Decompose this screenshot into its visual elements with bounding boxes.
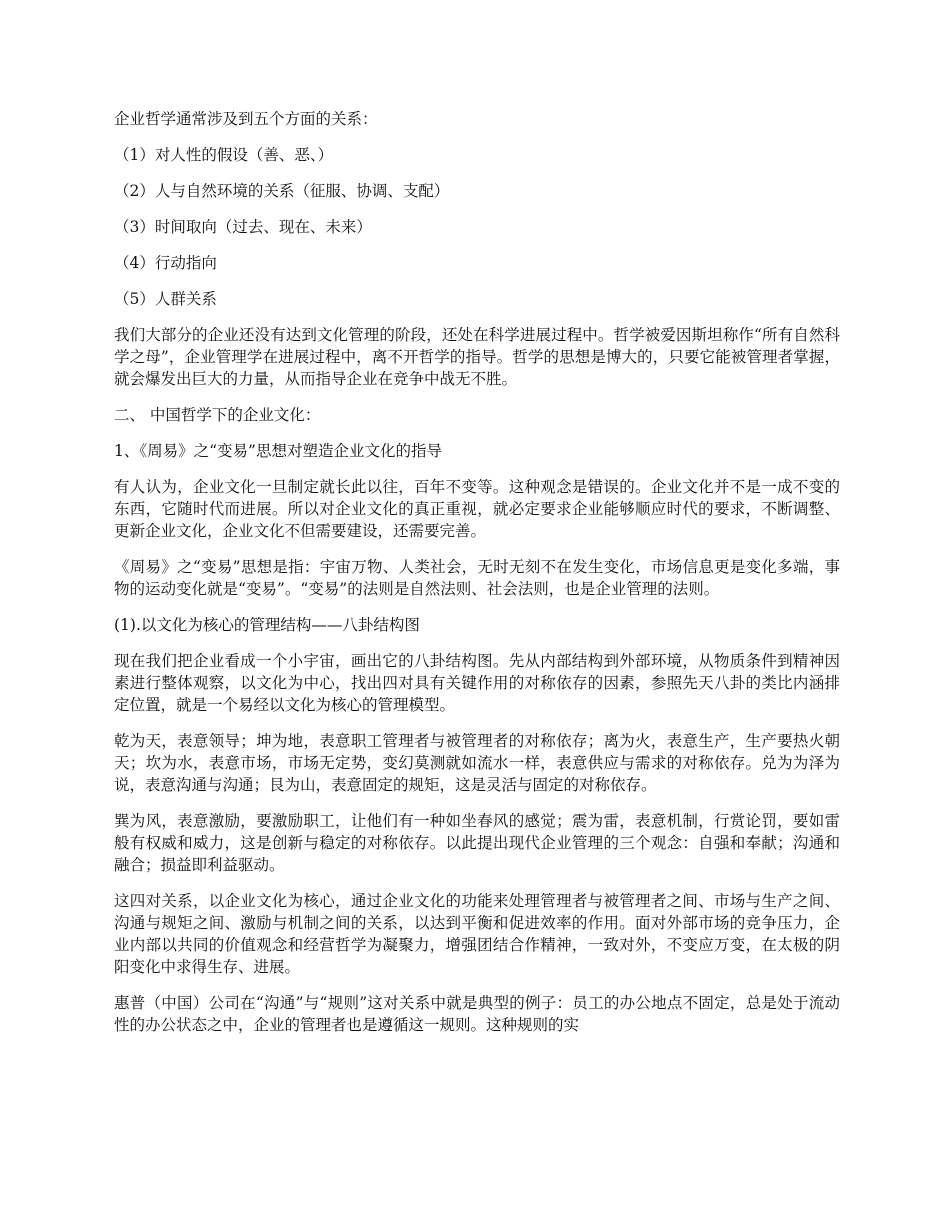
paragraph: 这四对关系，以企业文化为核心，通过企业文化的功能来处理管理者与被管理者之间、市场与生产之间、沟通与规矩之间、激励与机制之间的关系，以达到平衡和促进效率的作用。面对外部市场的竞争压力，企业内部以共同的价值观念和经营哲学为凝聚力，增强团结合作精神，一致对外，不变应万变，在太极的阴阳变化中求得生存、进展。 xyxy=(114,892,840,976)
paragraph: 《周易》之“变易”思想是指：宇宙万物、人类社会，无时无刻不在发生变化，市场信息更是变化多端，事物的运动变化就是“变易”。“变易”的法则是自然法则、社会法则，也是企业管理的法则。 xyxy=(114,558,840,598)
paragraph: 乾为天，表意领导；坤为地，表意职工管理者与被管理者的对称依存；离为火，表意生产，生产要热火朝天；坎为水，表意市场，市场无定势，变幻莫测就如流水一样，表意供应与需求的对称依存。兑为为泽为说，表意沟通与沟通；艮为山，表意固定的规矩，这是灵活与固定的对称依存。 xyxy=(114,732,840,794)
paragraph: 有人认为，企业文化一旦制定就长此以往，百年不变等。这种观念是错误的。企业文化并不是一成不变的东西，它随时代而进展。所以对企业文化的真正重视，就必定要求企业能够顺应时代的要求，不断调整、更新企业文化，企业文化不但需要建设，还需要完善。 xyxy=(114,478,840,540)
list-item: （2）人与自然环境的关系（征服、协调、支配） xyxy=(114,182,450,200)
paragraph: 我们大部分的企业还没有达到文化管理的阶段，还处在科学进展过程中。哲学被爱因斯坦称作“所有自然科学之母”，企业管理学在进展过程中，离不开哲学的指导。哲学的思想是博大的，只要它能被管理者掌握，就会爆发出巨大的力量，从而指导企业在竞争中战无不胜。 xyxy=(114,326,840,388)
paragraph: 惠普（中国）公司在“沟通”与“规则”这对关系中就是典型的例子：员工的办公地点不固定，总是处于流动性的办公状态之中，企业的管理者也是遵循这一规则。这种规则的实 xyxy=(114,994,840,1034)
subheading: (1).以文化为核心的管理结构——八卦结构图 xyxy=(114,616,420,634)
document-page xyxy=(114,108,840,1050)
list-item: （5）人群关系 xyxy=(114,290,217,308)
list-item: （4）行动指向 xyxy=(114,254,217,272)
list-item: （1）对人性的假设（善、恶、） xyxy=(114,146,334,164)
paragraph: 现在我们把企业看成一个小宇宙，画出它的八卦结构图。先从内部结构到外部环境，从物质条件到精神因素进行整体观察，以文化为中心，找出四对具有关键作用的对称依存的因素，参照先天八卦的类比内涵排定位置，就是一个易经以文化为核心的管理模型。 xyxy=(114,652,840,714)
list-item: （3）时间取向（过去、现在、未来） xyxy=(114,218,372,236)
paragraph: 巽为风，表意激励，要激励职工，让他们有一种如坐春风的感觉；震为雷，表意机制，行赏论罚，要如雷般有权威和威力，这是创新与稳定的对称依存。以此提出现代企业管理的三个观念：自强和奉献；沟通和融合；损益即利益驱动。 xyxy=(114,812,840,874)
intro-line: 企业哲学通常涉及到五个方面的关系： xyxy=(114,110,378,128)
section-heading: 二、 中国哲学下的企业文化： xyxy=(114,406,321,424)
subsection-heading: 1、《周易》之“变易”思想对塑造企业文化的指导 xyxy=(114,442,442,460)
